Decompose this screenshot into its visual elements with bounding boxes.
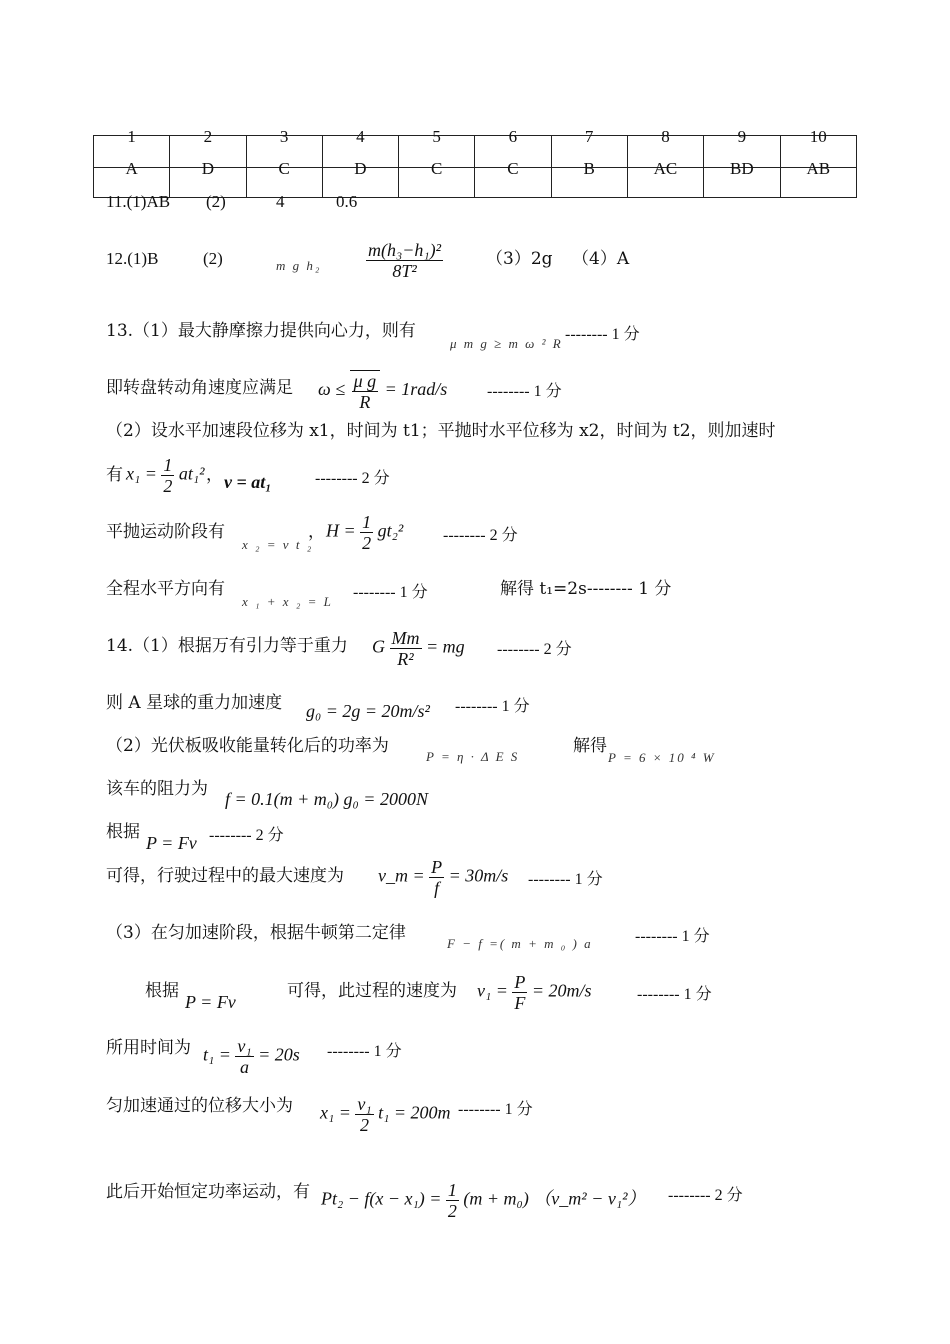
q14-score-9: -------- 1 分	[327, 1043, 402, 1060]
q14-eq-6	[378, 857, 508, 898]
q13-line-1: 13.（1）最大静摩擦力提供向心力，则有	[106, 321, 416, 341]
q11-label: 11.(1)AB	[106, 192, 171, 211]
eq-part: x₁ =	[126, 463, 157, 484]
q13-line-6: 全程水平方向有	[106, 579, 225, 599]
q14-line-3: （2）光伏板吸收能量转化后的功率为	[106, 736, 389, 756]
table-cell: C	[399, 168, 475, 198]
q14-score-5: -------- 2 分	[209, 827, 284, 844]
eq-part: = 30m/s	[448, 865, 509, 886]
table-cell: 9	[704, 136, 780, 168]
q14-line-11: 此后开始恒定功率运动，有	[106, 1182, 310, 1202]
eq-part: (m + m₀) （v_m² − v₁²）	[463, 1188, 646, 1209]
eq-part: = mg	[426, 636, 465, 657]
fraction-numerator: 1	[163, 455, 173, 475]
q14-solve: 解得	[573, 736, 607, 756]
table-cell: 3	[246, 136, 322, 168]
q14-line-2: 则 A 星球的重力加速度	[106, 693, 283, 713]
q14-eq-7: F − f =( m + m ₀ ) a	[447, 936, 593, 951]
table-cell: B	[551, 168, 627, 198]
q14-score-8: -------- 1 分	[637, 986, 712, 1003]
q13-eq-5b	[326, 512, 403, 553]
q14-eq-8b	[477, 972, 592, 1013]
q13-eq-1: μ m g ≥ m ω ² R	[450, 336, 563, 351]
fraction-denominator: a	[240, 1057, 250, 1077]
q12-part3: （3）2g	[486, 249, 553, 269]
q13-line-2: 即转盘转动角速度应满足	[106, 378, 293, 398]
fraction-denominator: R	[359, 392, 371, 412]
q14-line-10: 匀加速通过的位移大小为	[106, 1096, 293, 1116]
table-cell: 7	[551, 136, 627, 168]
q14-eq-10	[320, 1094, 451, 1135]
q13-solve: 解得 t₁=2s-------- 1 分	[500, 579, 672, 599]
q14-line-8: 根据	[145, 981, 179, 1001]
q12-formula-1: m g h₂	[276, 258, 322, 273]
fraction-numerator: v₁	[237, 1036, 252, 1056]
q13-score-2: -------- 1 分	[487, 383, 562, 400]
comma: ，	[308, 522, 325, 542]
q14-score-6: -------- 1 分	[528, 871, 603, 888]
q13-eq-4b: v = at₁	[224, 472, 272, 492]
table-cell: AC	[627, 168, 703, 198]
q14-score-7: -------- 1 分	[635, 928, 710, 945]
q12-label: 12.(1)B	[106, 249, 159, 268]
q12-part2: (2)	[203, 249, 223, 268]
comma: ，	[206, 465, 223, 485]
table-cell: 10	[780, 136, 856, 168]
table-cell: D	[322, 168, 398, 198]
q13-eq-2	[318, 370, 447, 412]
q14-line-5: 根据	[106, 822, 140, 842]
q14-score-11: -------- 2 分	[668, 1187, 743, 1204]
eq-part: at₁²	[178, 463, 205, 484]
q14-score-2: -------- 1 分	[455, 698, 530, 715]
table-cell: BD	[704, 168, 780, 198]
table-cell: 2	[170, 136, 246, 168]
q14-eq-2: g₀ = 2g = 20m/s²	[306, 701, 430, 721]
table-cell: 6	[475, 136, 551, 168]
eq-part: v₁ =	[477, 980, 508, 1001]
eq-part: gt₂²	[377, 520, 404, 541]
q13-score-6: -------- 1 分	[353, 584, 428, 601]
q14-line-4: 该车的阻力为	[106, 779, 208, 799]
table-cell: 5	[399, 136, 475, 168]
q13-score-4: -------- 2 分	[315, 470, 390, 487]
fraction-numerator: 1	[362, 512, 372, 532]
q14-eq-5: P = Fv	[146, 833, 197, 853]
eq-part: H =	[326, 520, 356, 541]
table-cell: 4	[322, 136, 398, 168]
q13-line-4: 有	[106, 465, 123, 485]
fraction-denominator: F	[514, 993, 526, 1013]
fraction-numerator: P	[514, 972, 526, 992]
fraction-numerator: P	[431, 857, 443, 877]
fraction-denominator: R²	[397, 649, 414, 669]
q11-part2: (2)	[206, 192, 226, 211]
table-cell: C	[475, 168, 551, 198]
eq-part: Pt₂ − f(x − x₁) =	[321, 1188, 442, 1209]
table-cell: 8	[627, 136, 703, 168]
q13-score-5: -------- 2 分	[443, 527, 518, 544]
q12-part4: （4）A	[572, 249, 630, 269]
table-cell: 1	[94, 136, 170, 168]
q14-eq-11	[321, 1180, 646, 1221]
eq-part: = 20m/s	[531, 980, 592, 1001]
q14-score-1: -------- 2 分	[497, 641, 572, 658]
q13-eq-5a: x ₂ = v t ₂	[242, 537, 314, 552]
q14-score-10: -------- 1 分	[458, 1101, 533, 1118]
eq-part: v_m =	[378, 865, 425, 886]
table-cell: C	[246, 168, 322, 198]
table-cell: AB	[780, 168, 856, 198]
fraction-numerator: Mm	[391, 628, 420, 648]
q14-line-6: 可得，行驶过程中的最大速度为	[106, 866, 344, 886]
q13-eq-6: x ₁ + x ₂ = L	[242, 594, 333, 609]
eq-part: ω ≤	[318, 379, 346, 400]
q13-line-5: 平抛运动阶段有	[106, 522, 225, 542]
q13-eq-4a	[126, 455, 205, 496]
q12-formula-2	[366, 240, 443, 281]
fraction-denominator: 8T²	[392, 261, 417, 281]
q14-eq-3b: P = 6 × 10 ⁴ W	[608, 750, 716, 765]
q14-eq-3: P = η · Δ E S	[426, 749, 520, 764]
fraction-numerator: μ g	[353, 371, 377, 391]
table-cell: A	[94, 168, 170, 198]
eq-part: = 1rad/s	[384, 379, 448, 400]
q13-score-1: -------- 1 分	[565, 326, 640, 343]
q11-value-2: 0.6	[336, 192, 358, 211]
fraction-denominator: 2	[360, 1115, 370, 1135]
fraction-denominator: 2	[362, 533, 372, 553]
q14-eq-8a: P = Fv	[185, 992, 236, 1012]
fraction-denominator: 2	[447, 1201, 457, 1221]
answer-table	[93, 127, 857, 198]
q14-eq-1	[372, 628, 465, 669]
table-cell: D	[170, 168, 246, 198]
q14-line-7: （3）在匀加速阶段，根据牛顿第二定律	[106, 923, 406, 943]
eq-part: G	[372, 636, 385, 657]
q14-line-9: 所用时间为	[106, 1038, 191, 1058]
eq-part: = 20s	[258, 1044, 300, 1065]
fraction-numerator: m(h₃−h₁)²	[368, 240, 442, 260]
fraction-numerator: 1	[447, 1180, 457, 1200]
sqrt-symbol	[350, 370, 381, 412]
eq-part: t₁ = 200m	[378, 1102, 451, 1123]
q11-value-1: 4	[276, 192, 285, 211]
q13-line-3: （2）设水平加速段位移为 x1，时间为 t1；平抛时水平位移为 x2，时间为 t2，则加速时	[106, 421, 776, 441]
q14-line-8-mid: 可得，此过程的速度为	[287, 981, 457, 1001]
fraction-numerator: v₁	[357, 1094, 372, 1114]
fraction-denominator: f	[434, 878, 440, 898]
fraction-denominator: 2	[163, 476, 173, 496]
q14-eq-9	[203, 1036, 300, 1077]
eq-part: t₁ =	[203, 1044, 231, 1065]
q14-line-1: 14.（1）根据万有引力等于重力	[106, 636, 348, 656]
q14-eq-4: f = 0.1(m + m₀) g₀ = 2000N	[225, 789, 428, 809]
eq-part: x₁ =	[320, 1102, 351, 1123]
